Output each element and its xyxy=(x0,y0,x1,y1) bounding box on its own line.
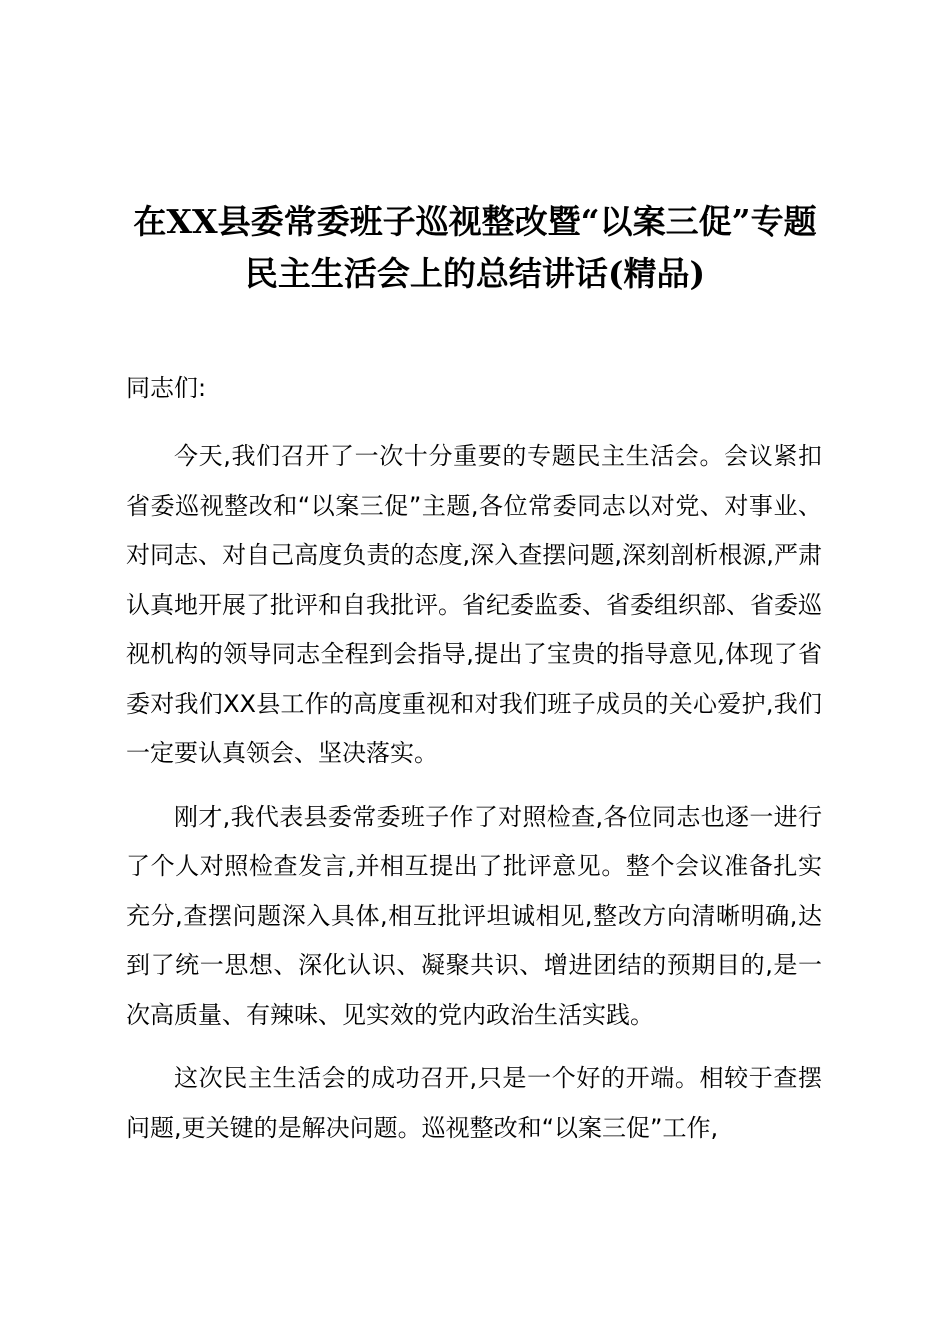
document-body xyxy=(126,364,822,1167)
paragraph-2: 刚才,我代表县委常委班子作了对照检查,各位同志也逐一进行了个人对照检查发言,并相互提出了批评意见。整个会议准备扎实充分,查摆问题深入具体,相互批评坦诚相见,整改方向清晰明确,达到了统一思想、深化认识、凝聚共识、增进团结的预期目的,是一次高质量、有辣味、见实效的党内政治生活实践。 xyxy=(126,802,822,1029)
paragraph-1: 今天,我们召开了一次十分重要的专题民主生活会。会议紧扣省委巡视整改和“以案三促”主题,各位常委同志以对党、对事业、对同志、对自己高度负责的态度,深入查摆问题,深刻剖析根源,严肃认真地开展了批评和自我批评。省纪委监委、省委组织部、省委巡视机构的领导同志全程到会指导,提出了宝贵的指导意见,体现了省委对我们XX县工作的高度重视和对我们班子成员的关心爱护,我们一定要认真领会、坚决落实。 xyxy=(126,442,822,767)
document-title: 在XX县委常委班子巡视整改暨“以案三促”专题民主生活会上的总结讲话(精品) xyxy=(133,202,817,293)
salutation: 同志们: xyxy=(126,374,207,402)
paragraph-3: 这次民主生活会的成功召开,只是一个好的开端。相较于查摆问题,更关键的是解决问题。巡视整改和“以案三促”工作, xyxy=(126,1064,822,1142)
